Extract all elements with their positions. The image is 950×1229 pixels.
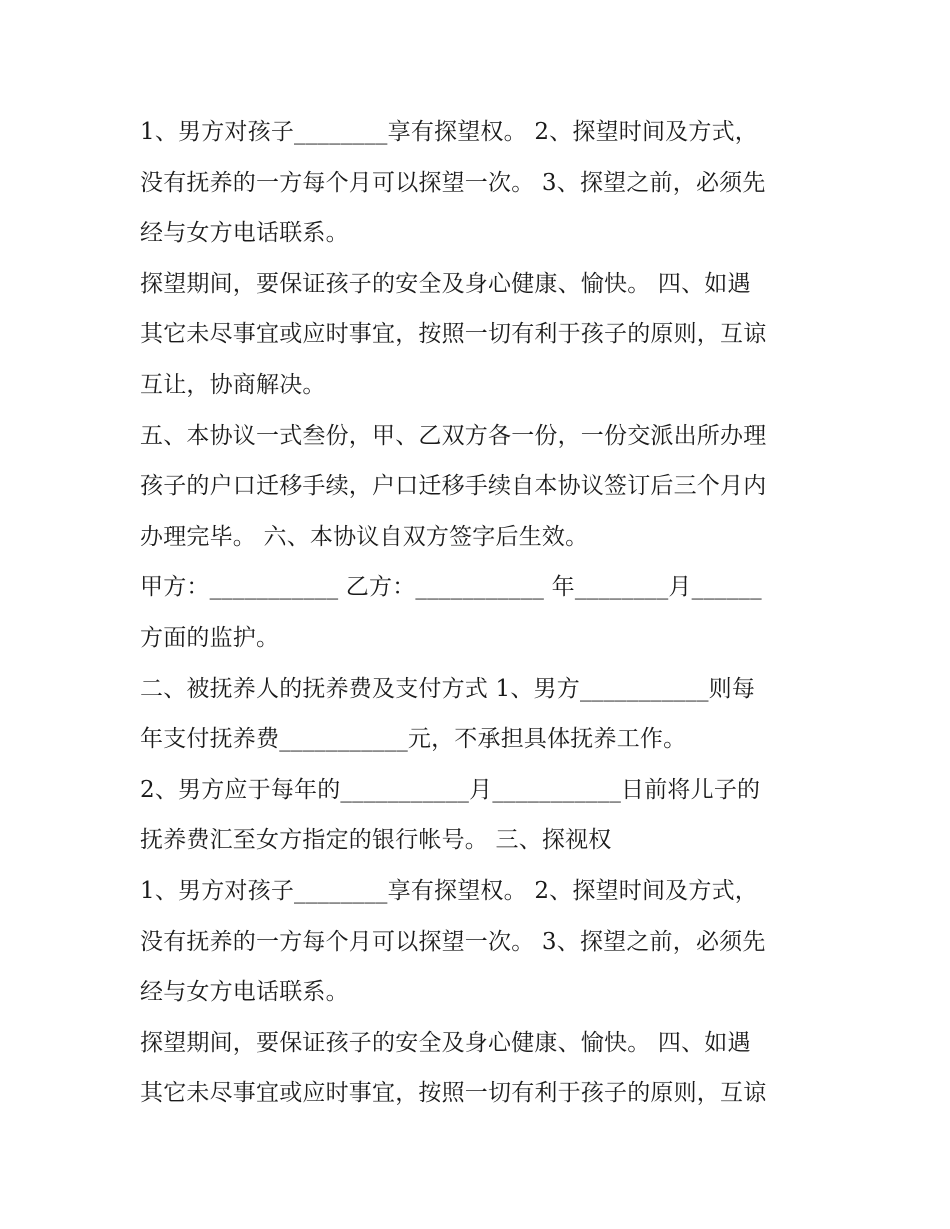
text-line: 其它未尽事宜或应时事宜，按照一切有利于孩子的原则，互谅: [140, 1080, 767, 1107]
text-line: 探望期间，要保证孩子的安全及身心健康、愉快。 四、如遇: [140, 270, 751, 297]
text-line: 二、被抚养人的抚养费及支付方式 1、男方___________则每: [140, 675, 756, 702]
text-line: 经与女方电话联系。: [140, 979, 349, 1006]
text-line: 1、男方对孩子________享有探望权。 2、探望时间及方式，: [140, 877, 758, 904]
text-line: 办理完毕。 六、本协议自双方签字后生效。: [140, 523, 589, 550]
text-line: 其它未尽事宜或应时事宜，按照一切有利于孩子的原则，互谅: [140, 321, 767, 348]
text-line: 2、男方应于每年的___________月___________日前将儿子的: [140, 776, 761, 803]
text-line: 抚养费汇至女方指定的银行帐号。 三、探视权: [140, 827, 612, 854]
text-line: 年支付抚养费___________元，不承担具体抚养工作。: [140, 726, 687, 753]
text-line: 探望期间，要保证孩子的安全及身心健康、愉快。 四、如遇: [140, 1029, 751, 1056]
text-line: 1、男方对孩子________享有探望权。 2、探望时间及方式，: [140, 119, 758, 145]
signature-line: 甲方：___________ 乙方：___________ 年________月______: [140, 574, 762, 601]
text-line: 互让，协商解决。: [140, 371, 326, 398]
text-line: 方面的监护。: [140, 624, 280, 651]
text-line: 没有抚养的一方每个月可以探望一次。 3、探望之前，必须先: [140, 928, 766, 955]
text-line: 五、本协议一式叁份，甲、乙双方各一份，一份交派出所办理: [140, 422, 767, 449]
text-line: 孩子的户口迁移手续，户口迁移手续自本协议签订后三个月内: [140, 473, 767, 500]
document-body: [140, 107, 830, 1119]
text-line: 经与女方电话联系。: [140, 220, 349, 247]
text-line: 没有抚养的一方每个月可以探望一次。 3、探望之前，必须先: [140, 169, 766, 196]
